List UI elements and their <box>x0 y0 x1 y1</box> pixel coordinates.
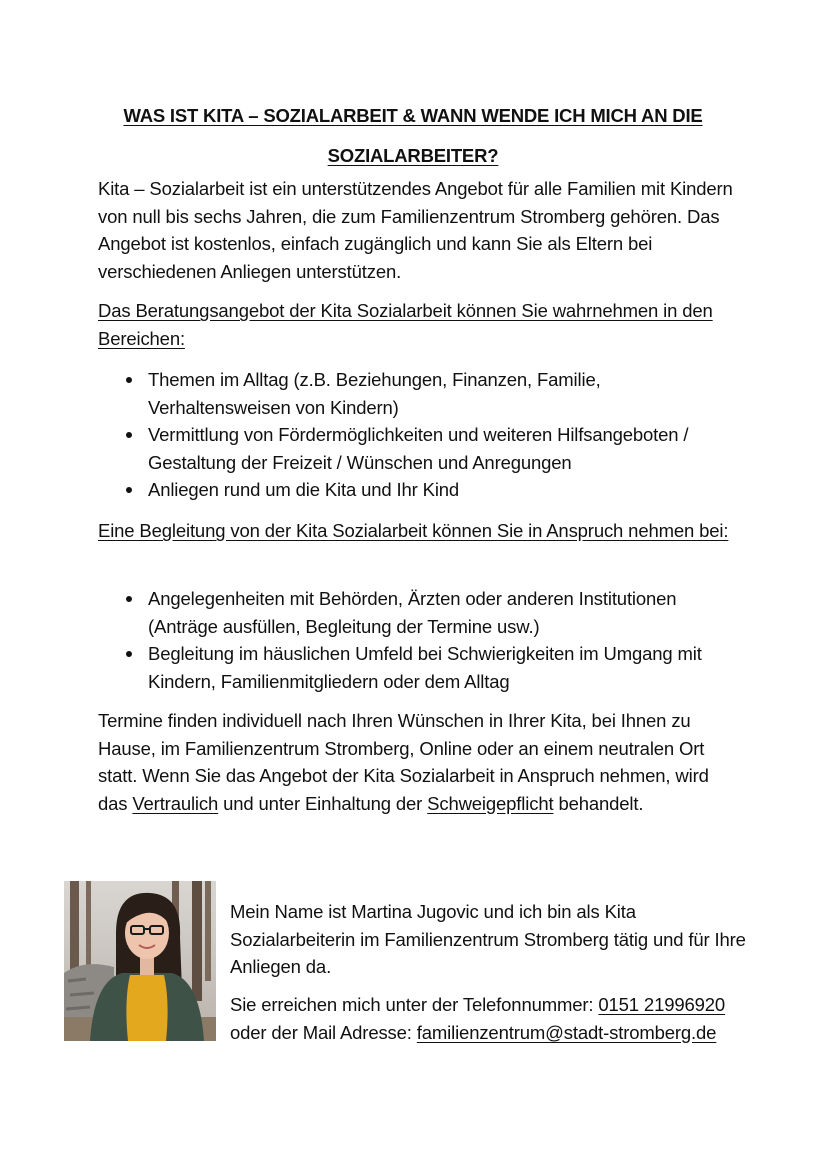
list-item <box>98 476 738 504</box>
list-item-text: Begleitung im häuslichen Umfeld bei Schwierigkeiten im Umgang mit Kindern, Familienmitgliedern oder dem Alltag <box>148 643 702 692</box>
confidential-text: Vertraulich <box>132 792 219 814</box>
bullet-icon <box>126 432 132 438</box>
accompaniment-list <box>98 585 738 695</box>
list-item-text: Themen im Alltag (z.B. Beziehungen, Finanzen, Familie, Verhaltensweisen von Kindern) <box>148 369 601 418</box>
list-item <box>98 421 738 476</box>
bullet-icon <box>126 651 132 657</box>
bullet-icon <box>126 487 132 493</box>
profile-photo <box>64 881 216 1041</box>
counseling-list <box>98 366 738 504</box>
list-item <box>98 585 738 640</box>
bullet-icon <box>126 377 132 383</box>
profile-bio: Mein Name ist Martina Jugovic und ich bin als Kita Sozialarbeiterin im Familienzentrum Stromberg tätig und für Ihre Anliegen da. <box>230 901 746 977</box>
intro-paragraph: Kita – Sozialarbeit ist ein unterstützendes Angebot für alle Familien mit Kindern von null bis sechs Jahren, die zum Familienzentrum Stromberg gehören. Das Angebot ist kostenlos, einfach zugänglich und kann Sie als Eltern bei verschiedenen Anliegen unterstützen. <box>98 178 733 282</box>
closing-paragraph <box>98 707 738 817</box>
page-title <box>98 96 728 176</box>
closing-text-1: Termine finden individuell nach Ihren Wünschen in Ihrer Kita, bei Ihnen zu Hause, im Familienzentrum Stromberg, Online oder an einem neutralen Ort statt. Wenn Sie das Angebot der Kita Sozialarbeit in Anspruch nehmen, wird das <box>98 710 709 814</box>
closing-text-3: behandelt. <box>553 792 644 814</box>
list-item-text: Anliegen rund um die Kita und Ihr Kind <box>148 479 460 500</box>
email-label: oder der Mail Adresse: <box>230 1021 417 1043</box>
phone-label: Sie erreichen mich unter der Telefonnummer: <box>230 994 599 1015</box>
list-item-text: Angelegenheiten mit Behörden, Ärzten oder anderen Institutionen (Anträge ausfüllen, Begleitung der Termine usw.) <box>148 588 677 637</box>
list-item-text: Vermittlung von Fördermöglichkeiten und weiteren Hilfsangeboten / Gestaltung der Freizeit / Wünschen und Anregungen <box>148 424 689 473</box>
email-link[interactable]: familienzentrum@stadt-stromberg.de <box>416 1021 717 1043</box>
secrecy-text: Schweigepflicht <box>427 792 554 814</box>
contact-info <box>230 991 750 1046</box>
phone-link[interactable]: 0151 21996920 <box>598 994 726 1015</box>
title-line-1: WAS IST KITA – SOZIALARBEIT & WANN WENDE ICH MICH AN DIE <box>123 105 703 126</box>
list-item <box>98 640 738 695</box>
accompaniment-heading: Eine Begleitung von der Kita Sozialarbeit können Sie in Anspruch nehmen bei: <box>98 520 729 541</box>
bullet-icon <box>126 596 132 602</box>
counseling-heading: Das Beratungsangebot der Kita Sozialarbeit können Sie wahrnehmen in den Bereichen: <box>98 300 713 349</box>
list-item <box>98 366 738 421</box>
closing-text-2: und unter Einhaltung der <box>218 792 428 814</box>
title-line-2: SOZIALARBEITER? <box>327 145 499 166</box>
